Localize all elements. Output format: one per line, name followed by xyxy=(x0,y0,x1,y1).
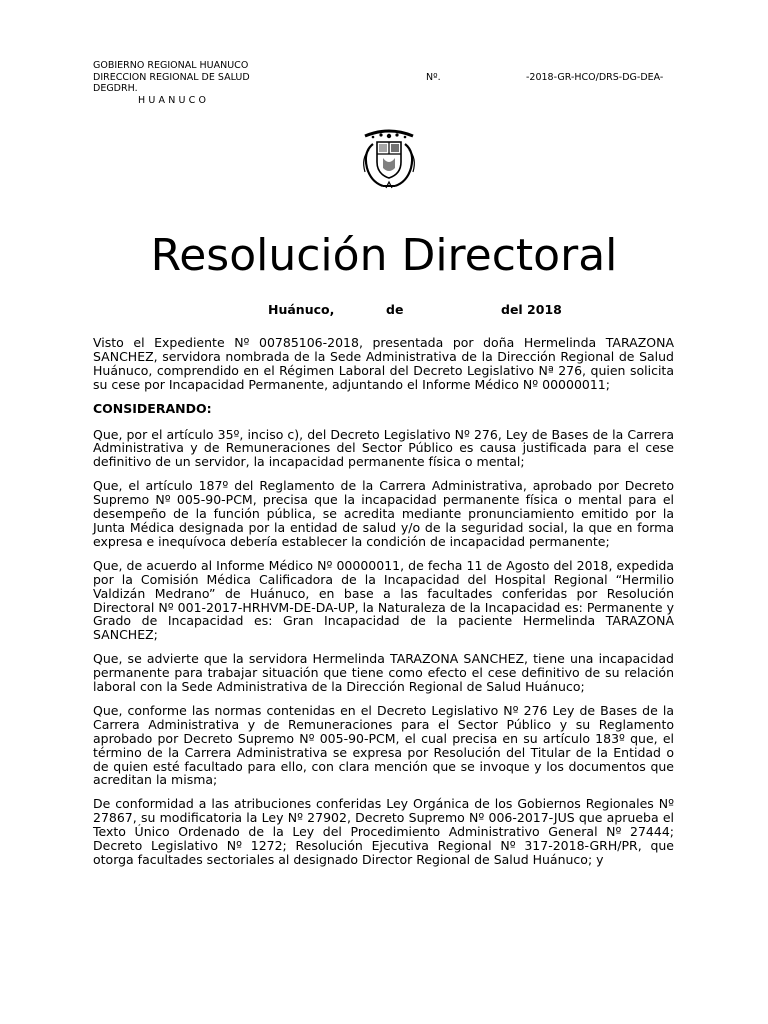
date-year: del 2018 xyxy=(501,302,562,317)
peru-coat-of-arms-icon xyxy=(353,128,425,192)
paragraph-visto: Visto el Expediente Nº 00785106-2018, presentada por doña Hermelinda TARAZONA SANCHEZ, servidora nombrada de la Sede Administrativa de la Dirección Regional de Salud Huánuco, comprendido en el Régimen Laboral del Decreto Legislativo Nª 276, quien solicita su cese por Incapacidad Permanente, adjuntando el Informe Médico Nº 00000011; xyxy=(93,335,674,392)
header-resolution-code: -2018-GR-HCO/DRS-DG-DEA- xyxy=(526,72,664,83)
paragraph-conformidad: De conformidad a las atribuciones conferidas Ley Orgánica de los Gobiernos Regionales Nº 27867, su modificatoria la Ley Nº 27902, Decreto Supremo Nº 006-2017-JUS que aprueba el Texto Único Ordenado de la Ley del Procedimiento Administrativo General Nº 27444; Decreto Legislativo Nº 1272; Resolución Ejecutiva Regional Nº 317-2018-GRH/PR, que otorga facultades sectoriales al designado Director Regional de Salud Huánuco; y xyxy=(93,796,674,867)
date-de: de xyxy=(386,302,404,317)
heading-considerando: CONSIDERANDO: xyxy=(93,400,212,416)
date-place: Huánuco, xyxy=(268,302,335,317)
header-number-label: Nº. xyxy=(426,72,441,83)
paragraph-considerando-4: Que, se advierte que la servidora Hermelinda TARAZONA SANCHEZ, tiene una incapacidad permanente para trabajar situación que tiene como efecto el cese definitivo de su relación laboral con la Sede Administrativa de la Dirección Regional de Salud Huánuco; xyxy=(93,651,674,695)
paragraph-considerando-1: Que, por el artículo 35º, inciso c), del Decreto Legislativo Nº 276, Ley de Bases de la Carrera Administrativa y de Remuneraciones del Sector Público es causa justificada para el cese definitivo de un servidor, la incapacidad permanente física o mental; xyxy=(93,426,674,470)
document-body xyxy=(93,336,674,877)
document-title: Resolución Directoral xyxy=(150,230,618,282)
paragraph-considerando-3: Que, de acuerdo al Informe Médico Nº 00000011, de fecha 11 de Agosto del 2018, expedida por la Comisión Médica Calificadora de la Incapacidad del Hospital Regional “Hermilio Valdizán Medrano” de Huánuco, en base a las facultades conferidas por Resolución Directoral Nº 001-2017-HRHVM-DE-DA-UP, la Naturaleza de la Incapacidad es: Permanente y Grado de Incapacidad es: Gran Incapacidad de la paciente Hermelinda TARAZONA SANCHEZ; xyxy=(93,557,674,643)
paragraph-considerando-2: Que, el artículo 187º del Reglamento de la Carrera Administrativa, aprobado por Decreto Supremo Nº 005-90-PCM, precisa que la incapacidad permanente física o mental para el desempeño de la función pública, se acredita mediante pronunciamiento emitido por la Junta Médica designada por la entidad de salud y/o de la seguridad social, la que en forma expresa e inequívoca debería establecer la condición de incapacidad permanente; xyxy=(93,478,674,549)
header-direction: DIRECCION REGIONAL DE SALUD xyxy=(93,72,250,83)
paragraph-considerando-5: Que, conforme las normas contenidas en el Decreto Legislativo Nº 276 Ley de Bases de la Carrera Administrativa y de Remuneraciones para el Sector Público y su Reglamento aprobado por Decreto Supremo Nº 005-90-PCM, el cual precisa en su artículo 183º que, el término de la Carrera Administrativa se expresa por Resolución del Titular de la Entidad o de quien esté facultado para ello, con clara mención que se invoque y los documentos que acreditan la misma; xyxy=(93,702,674,788)
header-city: HUANUCO xyxy=(138,95,210,106)
header-code-continuation: DEGDRH. xyxy=(93,83,138,94)
header-government: GOBIERNO REGIONAL HUANUCO xyxy=(93,60,249,71)
